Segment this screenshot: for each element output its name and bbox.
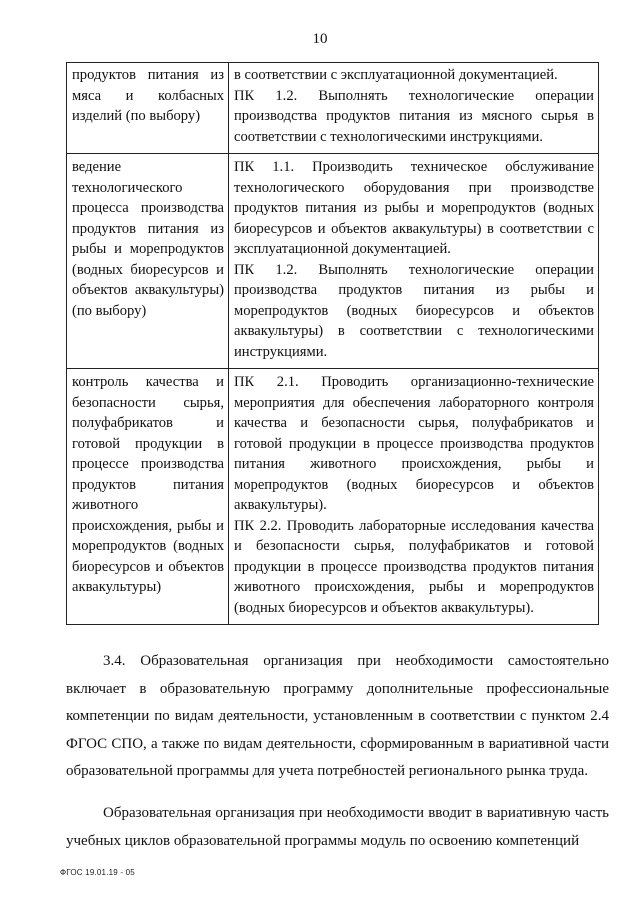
table-row [67,154,599,369]
competency-text: в соответствии с эксплуатационной документацией. [234,67,558,83]
body-paragraph: 3.4. Образовательная организация при необходимости самостоятельно включает в образовательную программу дополнительные профессиональные компетенции по видам деятельности, установленным в соответствии с пунктом 2.4 ФГОС СПО, а также по видам деятельности, сформированным в вариативной части образовательной программы для учета потребностей регионального рынка труда. [66,653,609,779]
activity-cell [67,154,229,369]
competency-cell [229,369,599,625]
competency-text: ПК 2.1. Проводить организационно-технические мероприятия для обеспечения лабораторного контроля качества и безопасности сырья, полуфабрикатов и готовой продукции в процессе производства продуктов питания животного происхождения, рыбы и морепродуктов (водных биоресурсов и объектов аквакультуры). [234,374,594,513]
competency-table [66,62,599,625]
activity-text: контроль качества и безопасности сырья, полуфабрикатов и готовой продукции в процессе производства продуктов питания животного происхождения, рыбы и морепродуктов (водных биоресурсов и объектов аквакультуры) [72,374,224,595]
footer-document-code: ФГОС 19.01.19 - 05 [60,868,135,877]
table-row [67,369,599,625]
activity-text: продуктов питания из мяса и колбасных изделий (по выбору) [72,67,224,124]
table-row [67,63,599,154]
activity-cell [67,63,229,154]
competency-text: ПК 2.2. Проводить лабораторные исследования качества и безопасности сырья, полуфабрикатов и готовой продукции в процессе производства продуктов питания животного происхождения, рыбы и морепродуктов (водных биоресурсов и объектов аквакультуры). [234,517,594,616]
activity-text: ведение технологического процесса производства продуктов питания из рыбы и морепродуктов (водных биоресурсов и объектов аквакультуры) (по выбору) [72,159,224,319]
competency-text: ПК 1.2. Выполнять технологические операции производства продуктов питания из рыбы и морепродуктов (водных биоресурсов и объектов аквакультуры) в соответствии с технологическими инструкциями. [234,261,594,360]
competency-cell [229,154,599,369]
page-number: 10 [312,31,328,47]
competency-text: ПК 1.2. Выполнять технологические операции производства продуктов питания из мясного сырья в соответствии с технологическими инструкциями. [234,87,594,145]
competency-text: ПК 1.1. Производить техническое обслуживание технологического оборудования при производстве продуктов питания из рыбы и морепродуктов (водных биоресурсов и объектов аквакультуры) в соответствии с эксплуатационной документацией. [234,159,594,257]
competency-cell [229,63,599,154]
body-paragraph: Образовательная организация при необходимости вводит в вариативную часть учебных циклов образовательной программы модуль по освоению компетенций [66,805,609,849]
activity-cell [67,369,229,625]
